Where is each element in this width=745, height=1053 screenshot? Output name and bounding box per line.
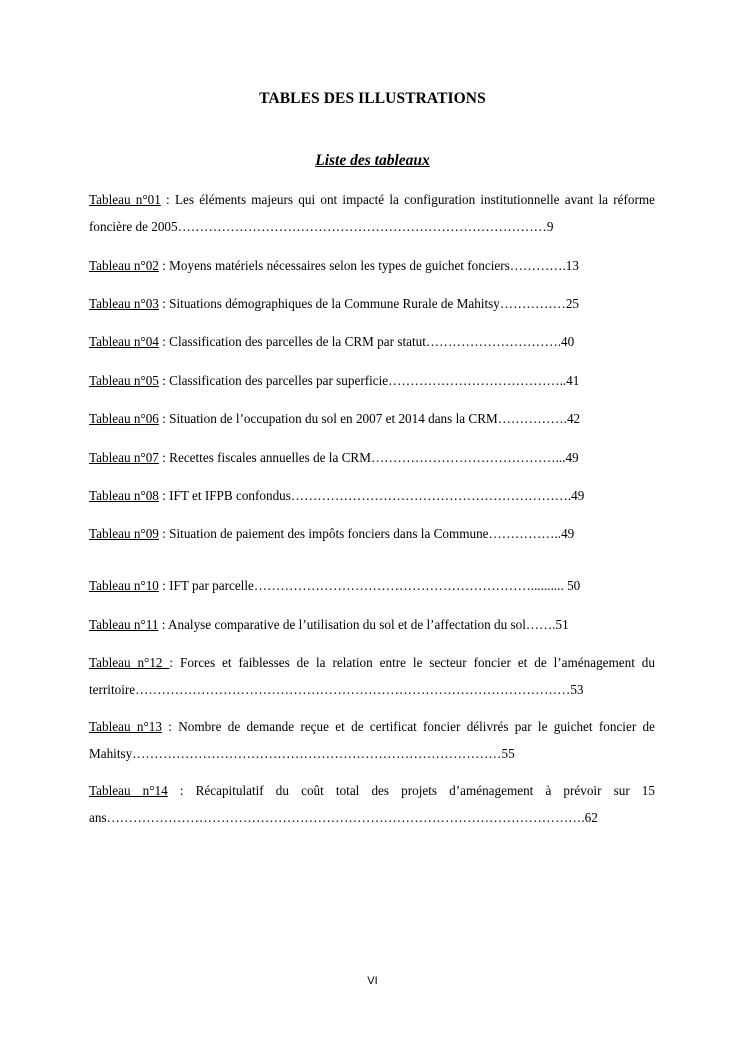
list-item: [89, 367, 655, 394]
entry-label: Tableau n°04: [89, 334, 159, 349]
entry-label: Tableau n°11: [89, 617, 159, 632]
list-item: [89, 186, 655, 240]
entry-label: Tableau n°13: [89, 719, 162, 734]
entry-text: : Forces et faiblesses de la relation entre le secteur foncier et de l’aménagement du territoire………………………………………………………………………………………53: [89, 655, 655, 697]
section-heading: [0, 152, 745, 170]
list-item: [89, 290, 655, 317]
entry-label: Tableau n°12: [89, 655, 170, 670]
entry-text: : Situations démographiques de la Commune Rurale de Mahitsy……………25: [158, 296, 580, 311]
list-item: [89, 328, 655, 355]
entry-label: Tableau n°10: [89, 578, 159, 593]
list-item: [89, 713, 655, 767]
entry-text: : Moyens matériels nécessaires selon les types de guichet fonciers………….13: [158, 258, 579, 273]
list-item: [89, 777, 655, 831]
list-item: [89, 444, 655, 471]
list-item: [89, 482, 655, 509]
entry-label: Tableau n°14: [89, 783, 168, 798]
list-item: [89, 252, 655, 279]
list-item: [89, 405, 655, 432]
entry-label: Tableau n°05: [89, 373, 159, 388]
list-item: [89, 520, 655, 547]
list-item: [89, 649, 655, 703]
page-number: VI: [367, 975, 378, 987]
entry-label: Tableau n°07: [89, 450, 159, 465]
entry-text: : Nombre de demande reçue et de certificat foncier délivrés par le guichet foncier de Mahitsy…………………………………………………………………………55: [89, 719, 655, 761]
page-title: TABLES DES ILLUSTRATIONS: [259, 90, 486, 107]
entry-text: : IFT par parcelle……………………………………………………….......... 50: [158, 578, 581, 593]
entry-text: : Analyse comparative de l’utilisation du sol et de l’affectation du sol…….51: [158, 617, 569, 632]
entry-label: Tableau n°03: [89, 296, 159, 311]
section-heading-text: Liste des tableaux: [315, 152, 430, 169]
entry-text: : Situation de paiement des impôts fonciers dans la Commune……………..49: [158, 526, 575, 541]
entry-label: Tableau n°02: [89, 258, 159, 273]
entry-text: : Recettes fiscales annuelles de la CRM……………………………………...49: [158, 450, 579, 465]
entry-text: : Récapitulatif du coût total des projets d’aménagement à prévoir sur 15 ans……………………………………………………………………………………………….62: [89, 783, 655, 825]
entry-text: : Situation de l’occupation du sol en 2007 et 2014 dans la CRM…………….42: [158, 411, 581, 426]
list-item: [89, 572, 655, 599]
entry-text: : IFT et IFPB confondus……………………………………………………….49: [158, 488, 585, 503]
entry-text: : Les éléments majeurs qui ont impacté la configuration institutionnelle avant la réforme foncière de 2005…………………………………………………………………………9: [89, 192, 655, 234]
list-item: [89, 611, 655, 638]
entry-label: Tableau n°01: [89, 192, 161, 207]
entry-text: : Classification des parcelles de la CRM par statut………………………….40: [158, 334, 575, 349]
entry-text: : Classification des parcelles par superficie…………………………………..41: [158, 373, 580, 388]
entry-label: Tableau n°08: [89, 488, 159, 503]
entry-label: Tableau n°09: [89, 526, 159, 541]
entry-label: Tableau n°06: [89, 411, 159, 426]
